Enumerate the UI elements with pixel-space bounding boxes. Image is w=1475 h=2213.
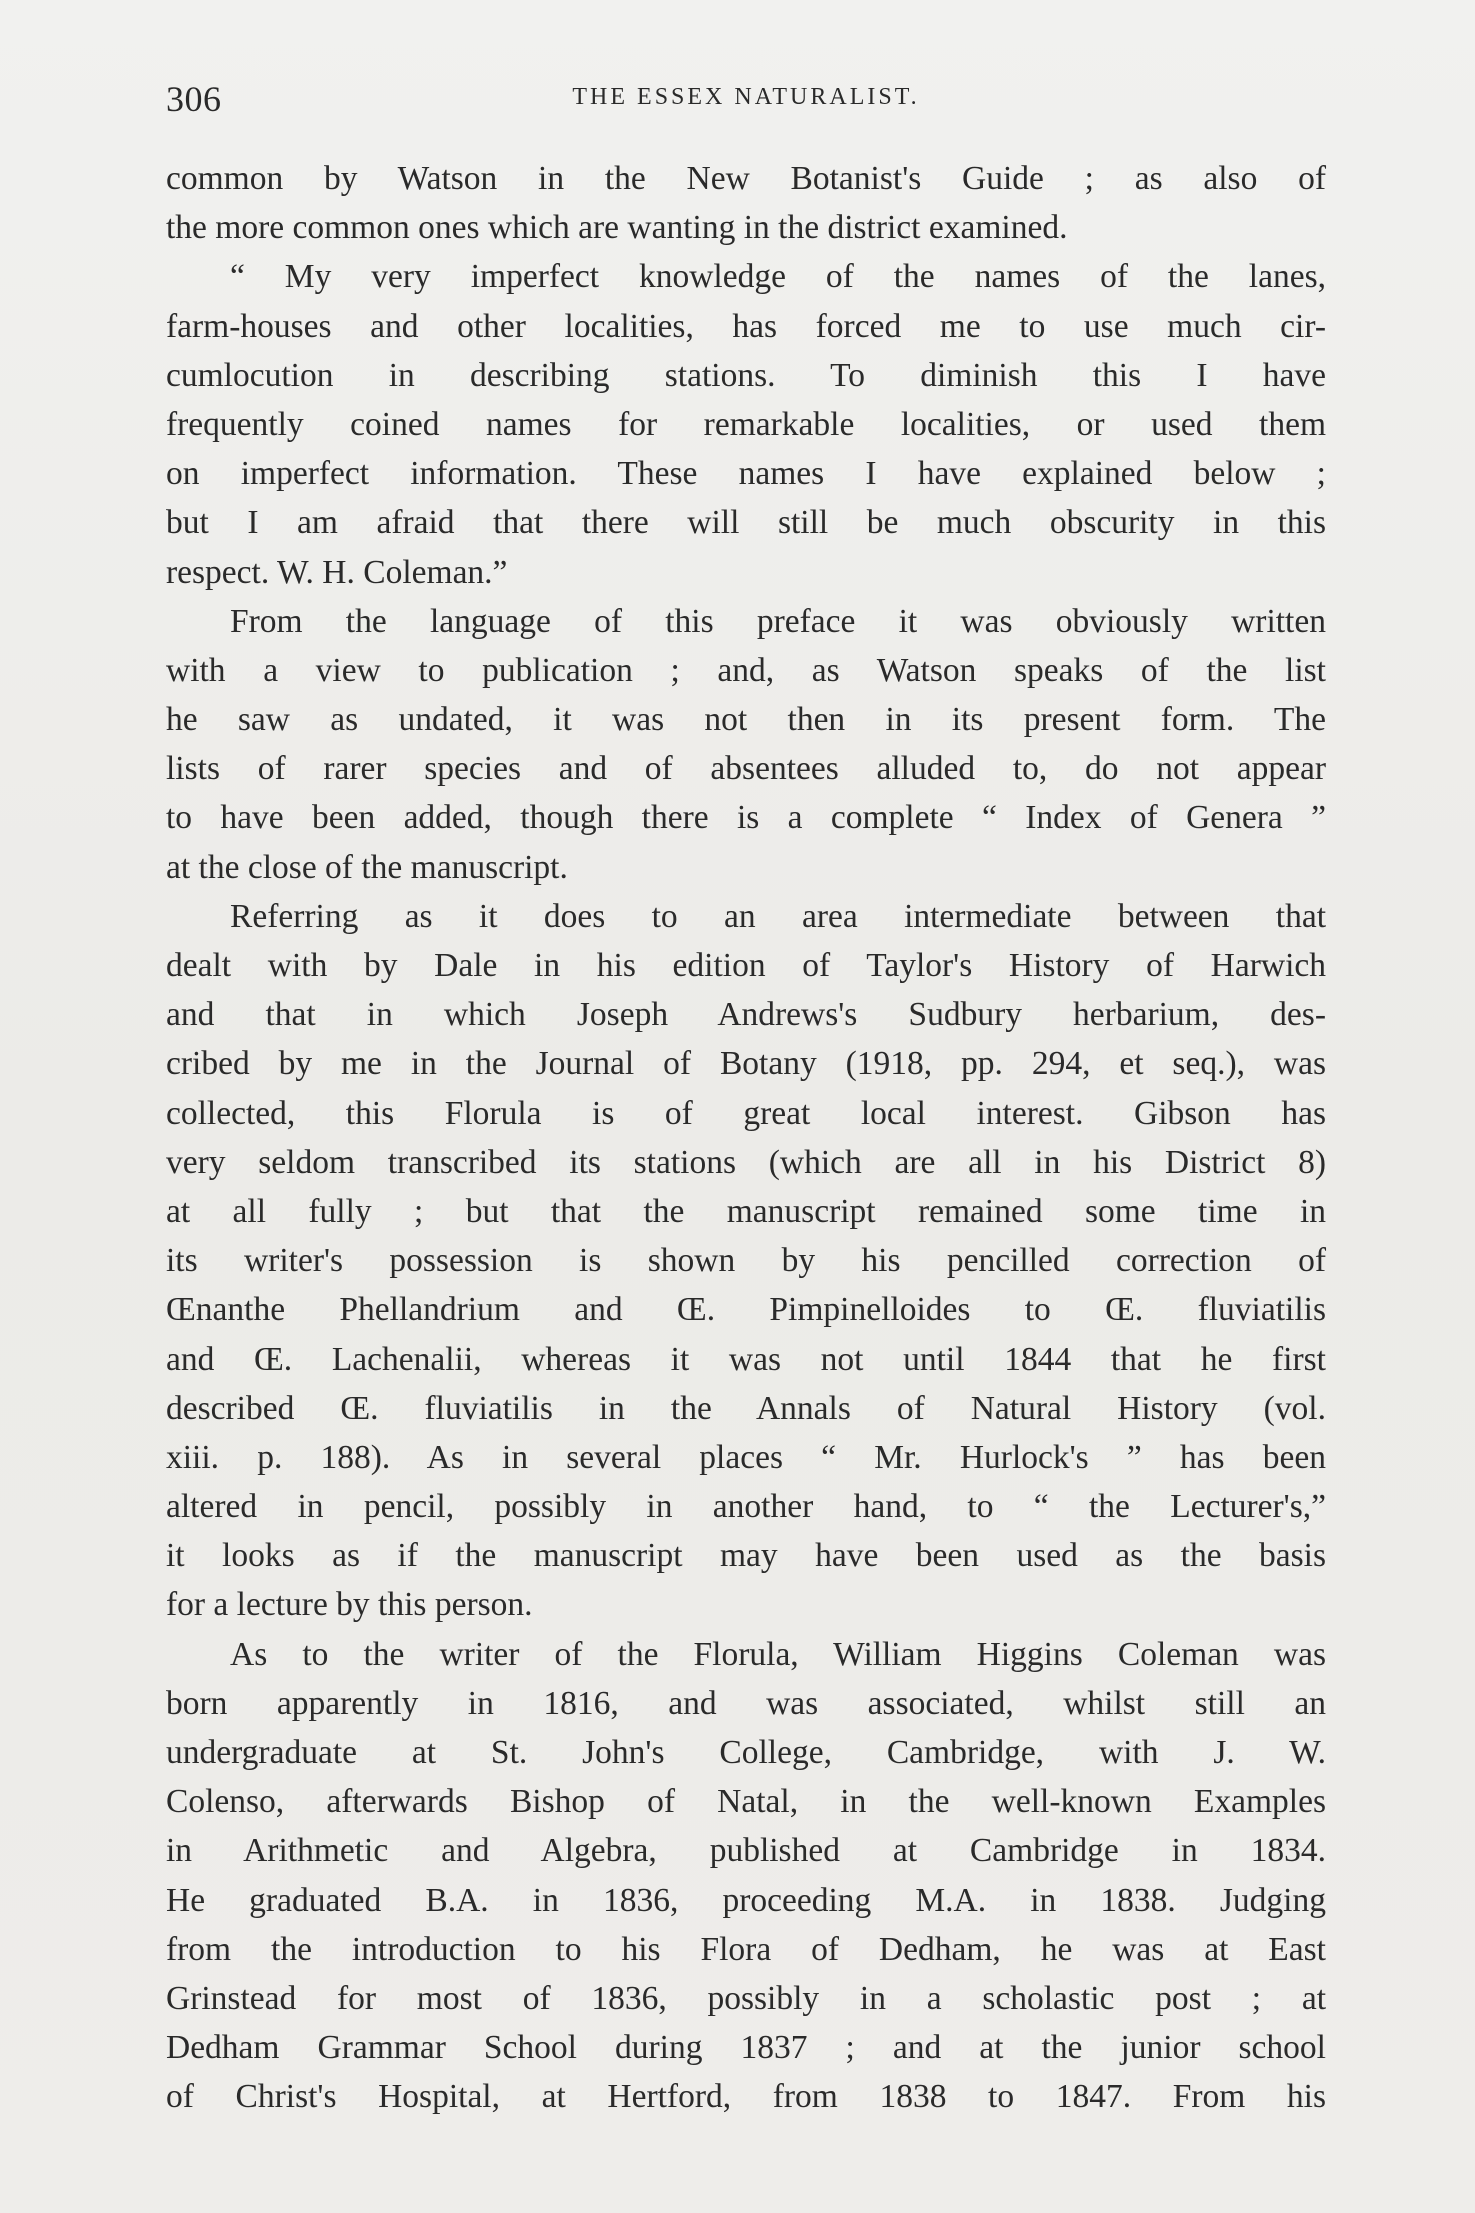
text-line: cumlocution in describing stations. To diminish this I have	[166, 356, 1326, 394]
text-line: respect. W. H. Coleman.”	[166, 553, 508, 591]
text-line: From the language of this preface it was obviously written	[230, 602, 1326, 640]
text-line: but I am afraid that there will still be much obscurity in this	[166, 504, 1326, 542]
text-line: very seldom transcribed its stations (which are all in his District 8)	[166, 1143, 1326, 1181]
text-line: its writer's possession is shown by his pencilled correction of	[166, 1242, 1326, 1280]
text-line: for a lecture by this person.	[166, 1586, 533, 1624]
text-line: farm-houses and other localities, has forced me to use much cir-	[166, 307, 1326, 345]
text-line: it looks as if the manuscript may have been used as the basis	[166, 1537, 1326, 1575]
text-line: undergraduate at St. John's College, Cambridge, with J. W.	[166, 1734, 1326, 1771]
text-line: collected, this Florula is of great local interest. Gibson has	[166, 1094, 1326, 1132]
text-line: Referring as it does to an area intermediate between that	[230, 897, 1326, 935]
text-line: he saw as undated, it was not then in its present form. The	[166, 701, 1326, 739]
text-line: in Arithmetic and Algebra, published at Cambridge in 1834.	[166, 1832, 1326, 1870]
text-line: Grinstead for most of 1836, possibly in a scholastic post ; at	[166, 1979, 1326, 2017]
body-text	[166, 154, 1326, 2122]
journal-title: THE ESSEX NATURALIST.	[572, 84, 920, 110]
text-line: frequently coined names for remarkable localities, or used them	[166, 405, 1326, 443]
text-line: at the close of the manuscript.	[166, 848, 568, 886]
text-line: xiii. p. 188). As in several places “ Mr. Hurlock's ” has been	[166, 1438, 1326, 1476]
text-line: of Christ's Hospital, at Hertford, from 1838 to 1847. From his	[166, 2078, 1326, 2116]
text-line: As to the writer of the Florula, William Higgins Coleman was	[230, 1635, 1326, 1673]
text-line: born apparently in 1816, and was associated, whilst still an	[166, 1684, 1326, 1722]
text-line: dealt with by Dale in his edition of Taylor's History of Harwich	[166, 947, 1326, 984]
text-line: from the introduction to his Flora of Dedham, he was at East	[166, 1930, 1326, 1968]
text-line: at all fully ; but that the manuscript remained some time in	[166, 1192, 1326, 1230]
text-line: common by Watson in the New Botanist's Guide ; as also of	[166, 160, 1326, 197]
text-line: cribed by me in the Journal of Botany (1918, pp. 294, et seq.), was	[166, 1045, 1326, 1083]
text-line: and Œ. Lachenalii, whereas it was not until 1844 that he first	[166, 1340, 1326, 1378]
text-line: Colenso, afterwards Bishop of Natal, in the well-known Examples	[166, 1783, 1326, 1821]
text-line: described Œ. fluviatilis in the Annals of Natural History (vol.	[166, 1389, 1326, 1427]
text-line: He graduated B.A. in 1836, proceeding M.A. in 1838. Judging	[166, 1881, 1326, 1919]
text-line: Œnanthe Phellandrium and Œ. Pimpinelloides to Œ. fluviatilis	[166, 1291, 1326, 1329]
text-line: to have been added, though there is a complete “ Index of Genera ”	[166, 799, 1326, 837]
text-line: Dedham Grammar School during 1837 ; and at the junior school	[166, 2029, 1326, 2067]
text-line: altered in pencil, possibly in another hand, to “ the Lecturer's,”	[166, 1488, 1326, 1526]
page-number: 306	[166, 79, 222, 119]
text-line: and that in which Joseph Andrews's Sudbury herbarium, des-	[166, 996, 1326, 1034]
running-head	[166, 78, 1326, 128]
text-line: on imperfect information. These names I have explained below ;	[166, 455, 1326, 493]
text-line: “ My very imperfect knowledge of the names of the lanes,	[230, 258, 1326, 296]
text-line: the more common ones which are wanting in the district examined.	[166, 209, 1068, 247]
text-line: with a view to publication ; and, as Watson speaks of the list	[166, 651, 1326, 689]
text-line: lists of rarer species and of absentees alluded to, do not appear	[166, 750, 1326, 788]
